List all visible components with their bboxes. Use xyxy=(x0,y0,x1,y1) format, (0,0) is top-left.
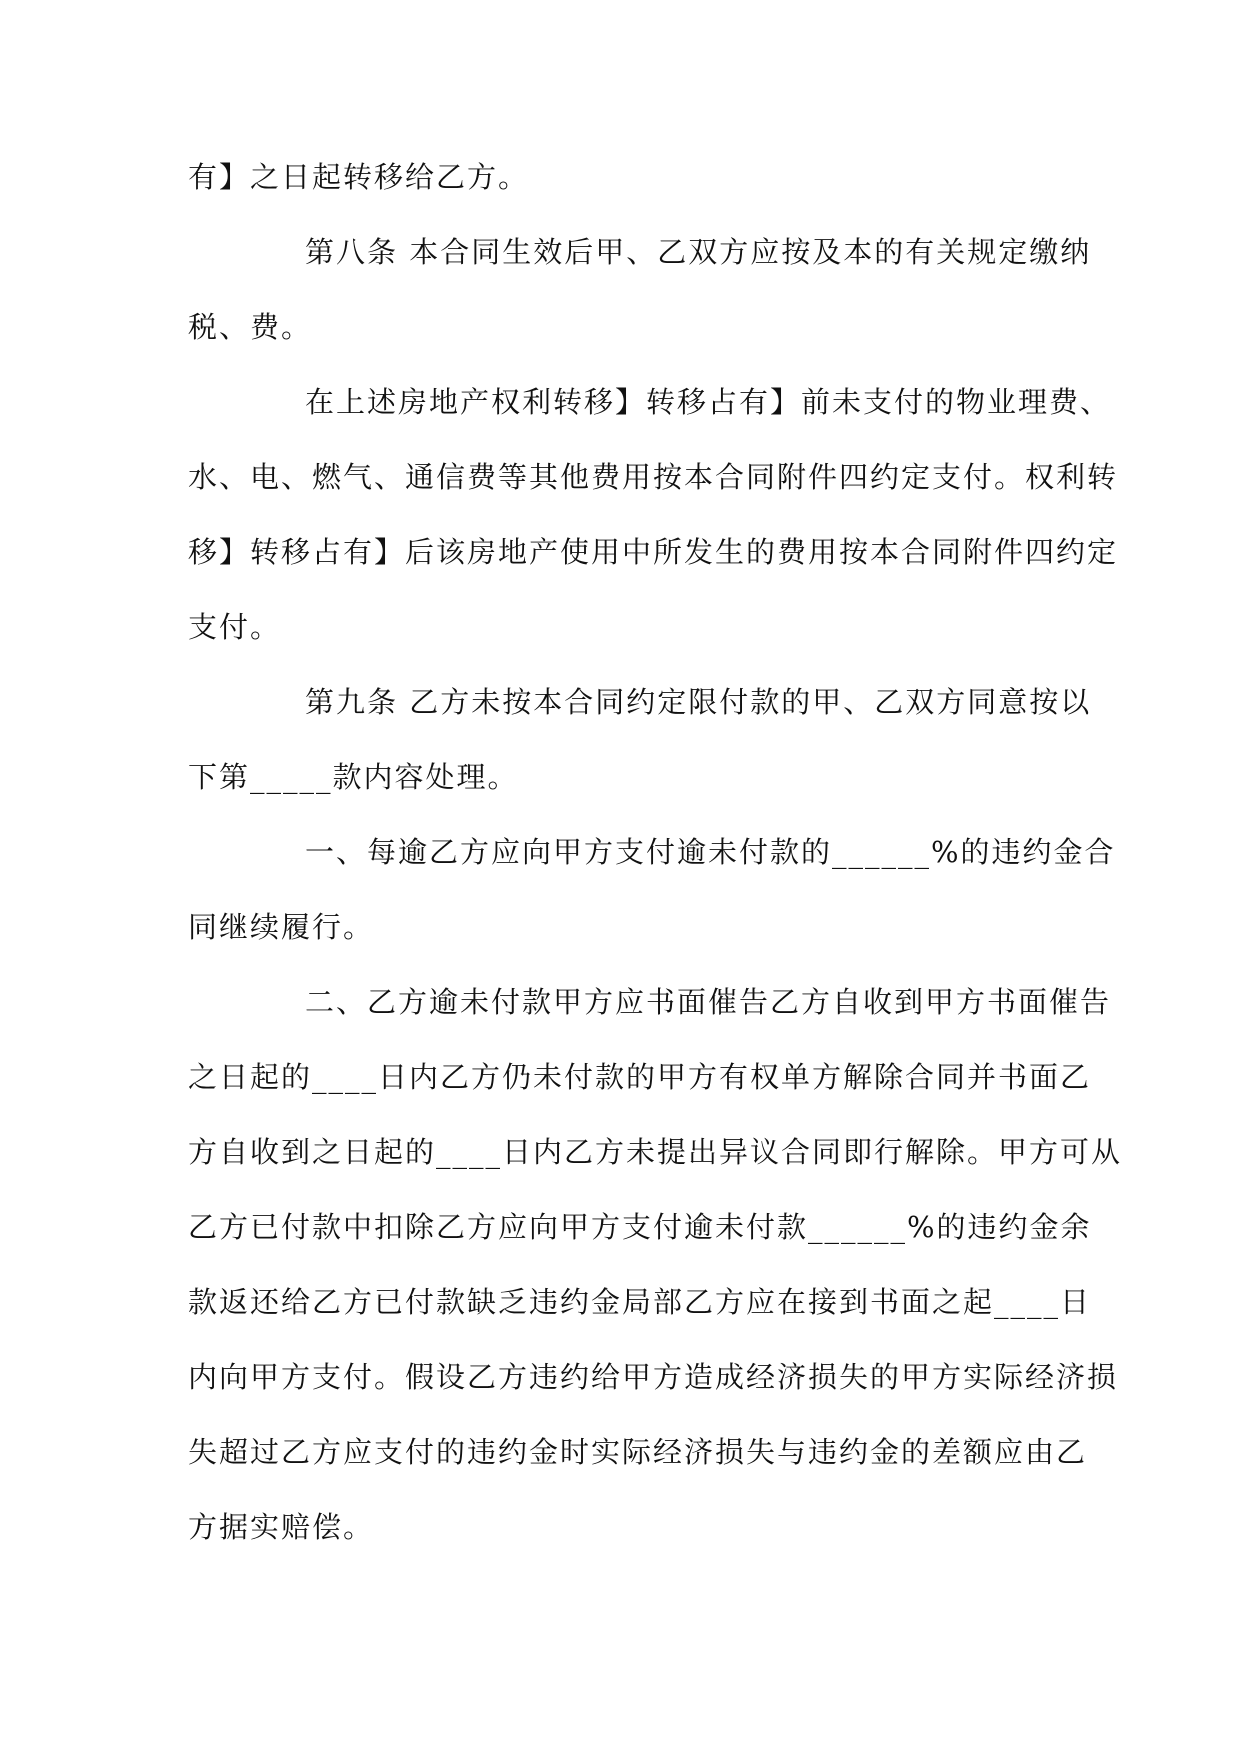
text-line: 同继续履行。 xyxy=(188,910,375,944)
text-line: 税、费。 xyxy=(188,310,313,344)
clause-1-line: 一、每逾乙方应向甲方支付逾未付款的______%的违约金合 xyxy=(305,835,1116,869)
paragraph-start-line: 在上述房地产权利转移】转移占有】前未支付的物业理费、 xyxy=(305,385,1112,419)
contract-body xyxy=(188,140,1123,1565)
text-line: 之日起的____日内乙方仍未付款的甲方有权单方解除合同并书面乙 xyxy=(188,1060,1092,1094)
clause-2-line: 二、乙方逾未付款甲方应书面催告乙方自收到甲方书面催告 xyxy=(305,985,1112,1019)
text-line: 支付。 xyxy=(188,610,282,644)
text-line: 有】之日起转移给乙方。 xyxy=(188,160,530,194)
text-line: 下第_____款内容处理。 xyxy=(188,760,519,794)
article-9-heading-line: 第九条 乙方未按本合同约定限付款的甲、乙双方同意按以 xyxy=(305,685,1092,719)
article-8-heading-line: 第八条 本合同生效后甲、乙双方应按及本的有关规定缴纳 xyxy=(305,235,1092,269)
text-line: 移】转移占有】后该房地产使用中所发生的费用按本合同附件四约定 xyxy=(188,535,1119,569)
text-line: 方自收到之日起的____日内乙方未提出异议合同即行解除。甲方可从 xyxy=(188,1135,1123,1169)
text-line: 水、电、燃气、通信费等其他费用按本合同附件四约定支付。权利转 xyxy=(188,460,1119,494)
text-line: 款返还给乙方已付款缺乏违约金局部乙方应在接到书面之起____日 xyxy=(188,1285,1092,1319)
text-line: 乙方已付款中扣除乙方应向甲方支付逾未付款______%的违约金余 xyxy=(188,1210,1092,1244)
text-line: 方据实赔偿。 xyxy=(188,1510,375,1544)
text-line: 内向甲方支付。假设乙方违约给甲方造成经济损失的甲方实际经济损 xyxy=(188,1360,1119,1394)
text-line: 失超过乙方应支付的违约金时实际经济损失与违约金的差额应由乙 xyxy=(188,1435,1088,1469)
